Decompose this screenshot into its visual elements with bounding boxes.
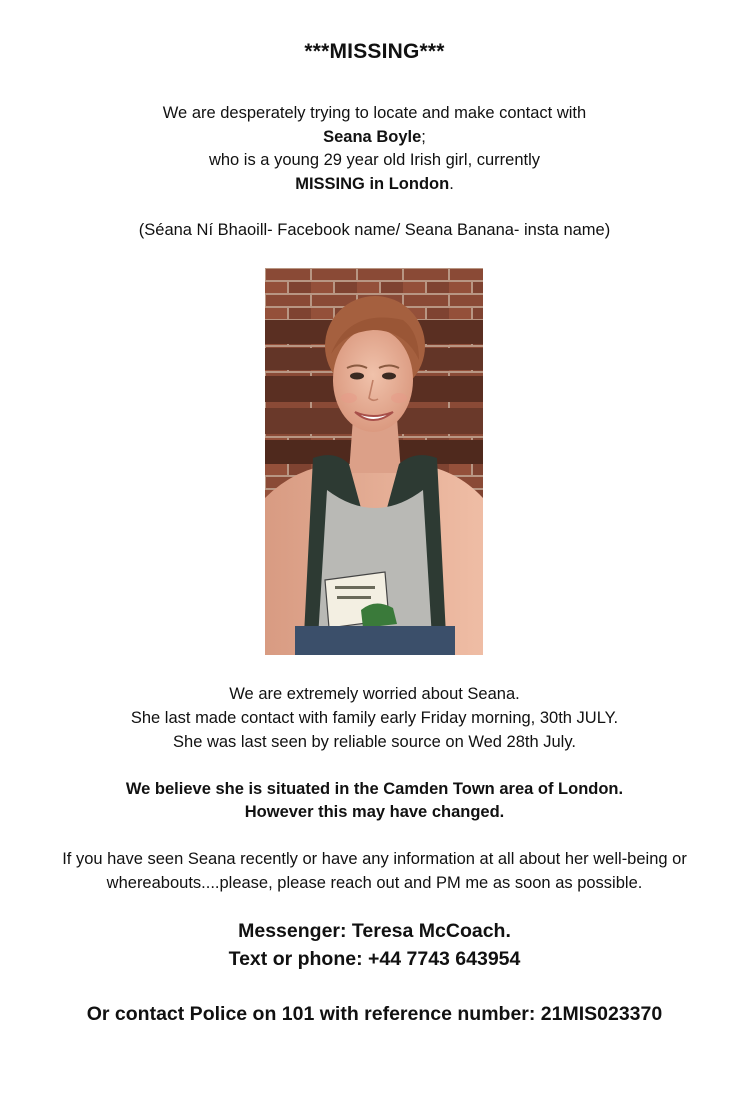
missing-person-name: Seana Boyle — [323, 128, 422, 146]
left-eye — [350, 373, 364, 380]
poster-title: ***MISSING*** — [304, 40, 445, 63]
police-contact: Or contact Police on 101 with reference number: 21MIS023370 — [86, 1003, 663, 1025]
shirt-text-mark — [337, 596, 371, 599]
jeans — [295, 626, 455, 655]
intro-line-3: who is a young 29 year old Irish girl, currently — [208, 151, 541, 169]
details-line-2: She last made contact with family early Friday morning, 30th JULY. — [130, 709, 619, 727]
missing-person-photo — [265, 268, 483, 655]
right-eye — [382, 373, 396, 380]
appeal-line-1: If you have seen Seana recently or have any information at all about her well-being or — [62, 850, 687, 868]
location-line-2: However this may have changed. — [244, 803, 505, 821]
right-cheek — [391, 393, 407, 403]
phone-contact: Text or phone: +44 7743 643954 — [228, 948, 521, 970]
missing-location: MISSING in London — [295, 175, 450, 193]
name-suffix: ; — [421, 128, 426, 146]
aliases-line: (Séana Ní Bhaoill- Facebook name/ Seana Banana- insta name) — [138, 221, 611, 239]
missing-suffix: . — [449, 175, 454, 193]
intro-name-line — [0, 127, 749, 147]
left-cheek — [341, 393, 357, 403]
details-line-3: She was last seen by reliable source on Wed 28th July. — [173, 733, 576, 751]
intro-line-1: We are desperately trying to locate and make contact with — [162, 104, 587, 122]
intro-missing-line — [0, 174, 749, 194]
details-line-1: We are extremely worried about Seana. — [229, 685, 520, 703]
photo-illustration — [265, 268, 483, 655]
location-line-1: We believe she is situated in the Camden Town area of London. — [125, 780, 624, 798]
messenger-contact: Messenger: Teresa McCoach. — [238, 920, 511, 942]
appeal-line-2: whereabouts....please, please reach out and PM me as soon as possible. — [106, 874, 643, 892]
shirt-text-mark — [335, 586, 375, 589]
